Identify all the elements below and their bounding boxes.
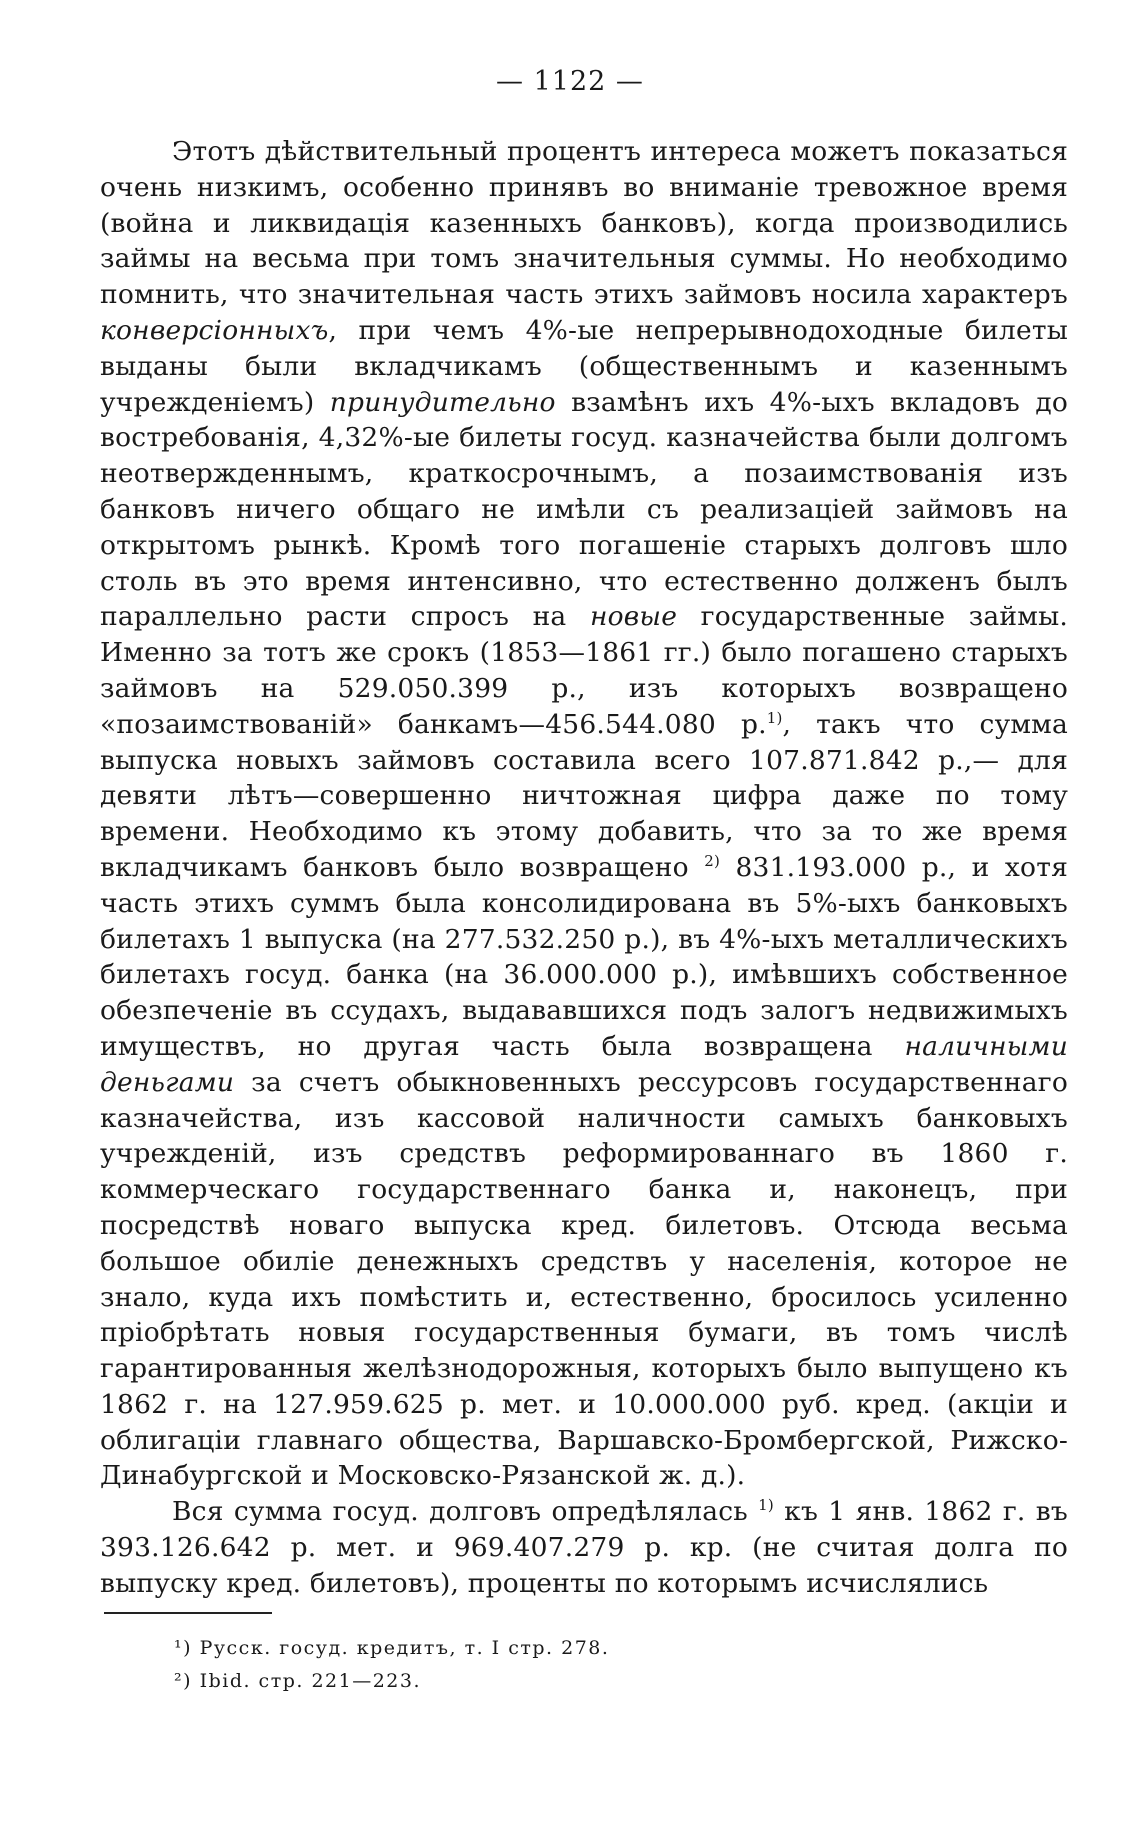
text-run: взамѣнъ ихъ 4%-ыхъ вкладовъ до востребованія, 4,32%-ые билеты госуд. казначейства были долгомъ неотвержденнымъ, краткосрочнымъ, а позаимствованія изъ банковъ ничего общаго не имѣли съ реализаціей займовъ на открытомъ рынкѣ. Кромѣ того погашеніе старыхъ долговъ шло столь въ это время интенсивно, что естественно долженъ былъ параллельно расти спросъ на (100, 386, 1068, 633)
footnote-marker: 2) (704, 852, 720, 871)
italic-emphasis: наличными деньгами (100, 1030, 1068, 1098)
text-run: за счетъ обыкновенныхъ рессурсовъ государственнаго казначейства, изъ кассовой наличности самыхъ банковыхъ учрежденій, изъ средствъ реформированнаго въ 1860 г. коммерческаго государственнаго банка и, наконецъ, при посредствѣ новаго выпуска кред. билетовъ. Отсюда весьма большое обиліе денежныхъ средствъ у населенія, которое не знало, куда ихъ помѣстить и, естественно, бросилось усиленно пріобрѣтать новыя государственныя бумаги, въ томъ числѣ гарантированныя желѣзнодорожныя, которыхъ было выпущено къ 1862 г. на 127.959.625 р. мет. и 10.000.000 руб. кред. (акціи и облигаціи главнаго общества, Варшавско-Бромбергской, Рижско-Динабургской и Московско-Рязанской ж. д.). (100, 1066, 1068, 1492)
footnote-marker: 1) (766, 708, 783, 727)
italic-emphasis: конверсіонныхъ (100, 314, 329, 346)
footnote-marker: 1) (758, 1496, 774, 1515)
footnote-divider (104, 1612, 272, 1614)
body-text (100, 134, 1068, 1602)
text-run: 831.193.000 р., и хотя часть этихъ суммъ была консолидирована въ 5%-ыхъ банковыхъ билетахъ 1 выпуска (на 277.532.250 р.), въ 4%-ыхъ металлическихъ билетахъ госуд. банка (на 36.000.000 р.), имѣвшихъ собственное обезпеченіе въ ссудахъ, выдававшихся подъ залогъ недвижимыхъ имуществъ, но другая часть была возвращена (100, 851, 1068, 1062)
text-run: , такъ что сумма выпуска новыхъ займовъ составила всего 107.871.842 р.,— для девяти лѣтъ—совершенно ничтожная цифра даже по тому времени. Необходимо къ этому добавить, что за то же время вкладчикамъ банковъ было возвращено (100, 708, 1068, 883)
footnotes (174, 1632, 609, 1698)
text-run: государственные займы. Именно за тотъ же срокъ (1853—1861 гг.) было погашено старыхъ займовъ на 529.050.399 р., изъ которыхъ возвращено «позаимствованій» банкамъ—456.544.080 р. (100, 601, 1068, 740)
italic-emphasis: новые (589, 601, 678, 633)
footnote-2: ²) Ibid. стр. 221—223. (174, 1670, 422, 1692)
paragraph-2 (100, 1494, 1068, 1601)
page-number: — 1122 — (496, 66, 644, 97)
paragraph-1 (100, 134, 1068, 1494)
text-run: Вся сумма госуд. долговъ опредѣлялась (172, 1496, 759, 1528)
footnote-1: ¹) Русск. госуд. кредитъ, т. I стр. 278. (174, 1637, 610, 1659)
text-run: , при чемъ 4%-ые непрерывнодоходные билеты выданы были вкладчикамъ (общественнымъ и казеннымъ учрежденіемъ) (100, 314, 1068, 418)
text-run: Этотъ дѣйствительный процентъ интереса можетъ показаться очень низкимъ, особенно принявъ во вниманіе тревожное время (война и ликвидація казенныхъ банковъ), когда производились займы на весьма при томъ значительныя суммы. Но необходимо помнить, что значительная часть этихъ займовъ носила характеръ (100, 136, 1068, 311)
italic-emphasis: принудительно (329, 386, 556, 418)
text-run: къ 1 янв. 1862 г. въ 393.126.642 р. мет. и 969.407.279 р. кр. (не считая долга по выпуску кред. билетовъ), проценты по которымъ исчислялись (100, 1496, 1068, 1599)
